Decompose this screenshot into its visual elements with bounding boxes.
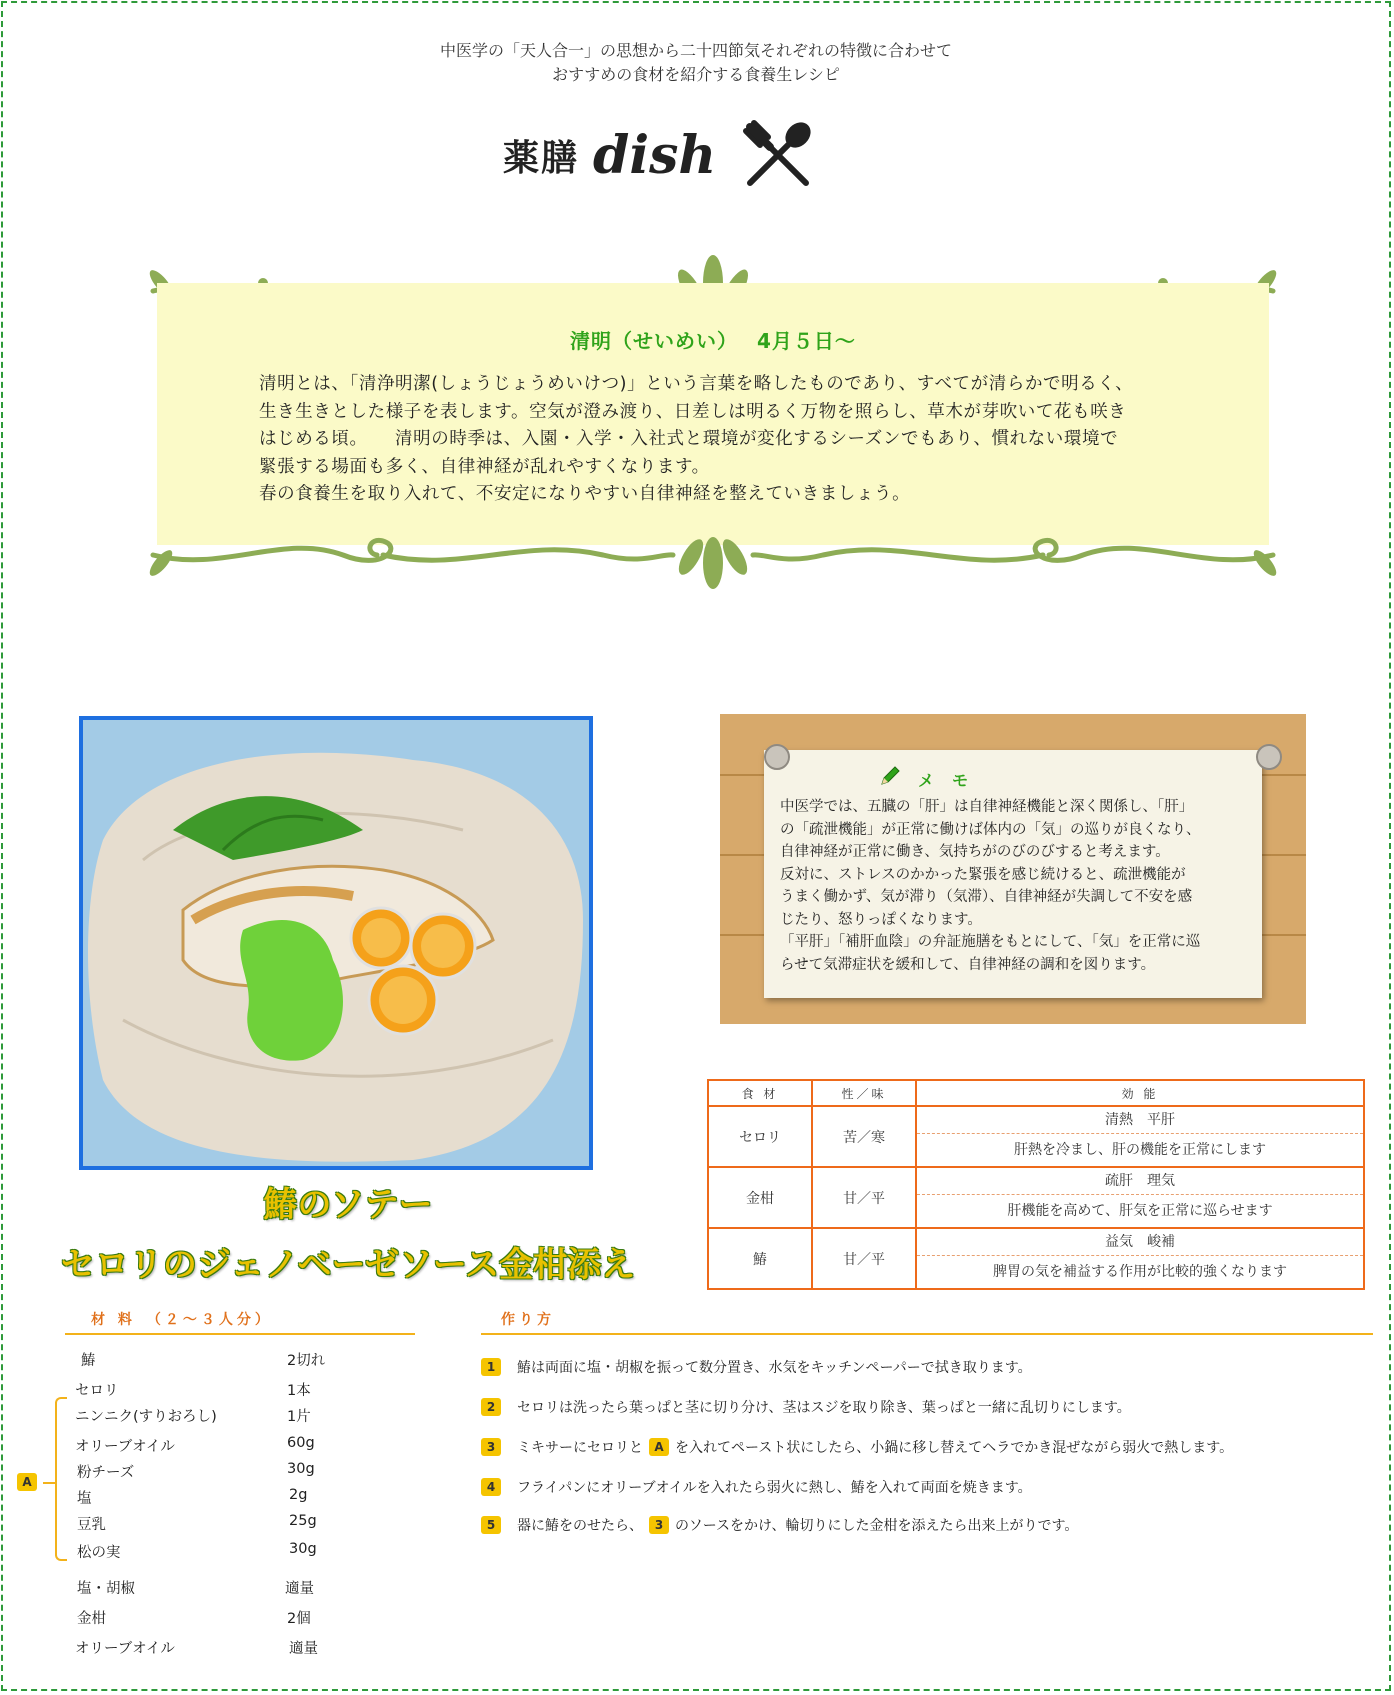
ingredient-name: オリーブオイル [75,1641,175,1657]
food-cell: セロリ [708,1106,812,1167]
season-description [259,371,1179,509]
memo-line: 自律神経が正常に働き、気持ちがのびのびすると考えます。 [780,844,1170,860]
nature-cell: 甘／平 [812,1228,916,1289]
season-line: 緊張する場面も多く、自律神経が乱れやすくなります。 [259,456,710,477]
effect-cell [916,1167,1364,1228]
dish-illustration [83,720,589,1166]
method-step [481,1357,1032,1377]
memo-line: 反対に、ストレスのかかった緊張を感じ続けると、疏泄機能が [780,866,1186,883]
step-number: 1 [481,1358,501,1376]
table-header: 効 能 [916,1080,1364,1106]
effect-desc: 肝熱を冷まし、肝の機能を正常にします [1014,1142,1266,1158]
effect-name: 益気 峻補 [917,1229,1363,1256]
season-title: 清明（せいめい） 4月５日～ [570,329,856,353]
food-cell: 金柑 [708,1167,812,1228]
ingredient-name: 粉チーズ [77,1465,135,1481]
memo-line: の「疏泄機能」が正常に働けば体内の「気」の巡りが良くなり、 [780,821,1201,838]
effect-desc: 脾胃の気を補益する作用が比較的強くなります [993,1264,1287,1280]
table-header: 食 材 [708,1080,812,1106]
pin-icon [1256,744,1282,770]
ingredient-name: 鰆 [81,1353,96,1369]
effect-name: 清熱 平肝 [917,1107,1363,1134]
memo-line: 「平肝」「補肝血陰」の弁証施膳をもとにして、「気」を正常に巡 [780,934,1201,950]
dish-title [3,1175,693,1295]
step-number: 2 [481,1398,501,1416]
ingredient-properties-table [707,1079,1365,1290]
effect-cell [916,1228,1364,1289]
group-bracket [55,1397,67,1561]
method-step [481,1477,1032,1497]
ingredient-qty: 30g [289,1541,317,1557]
memo-board [720,714,1306,1024]
nature-cell: 苦／寒 [812,1106,916,1167]
intro-line-2: おすすめの食材を紹介する食養生レシピ [552,65,840,84]
ingredient-name: セロリ [75,1383,119,1399]
memo-line: うまく働かず、気が滞り（気滞）、自律神経が失調して不安を感 [780,889,1193,905]
memo-title: メモ [918,771,987,790]
dish-title-line-1: 鰆のソテー [263,1185,433,1225]
memo-line: らせて気滞症状を緩和して、自律神経の調和を図ります。 [780,956,1156,973]
ingredient-name: 松の実 [77,1545,121,1561]
intro-text [3,39,1389,87]
table-row [708,1106,1364,1167]
table-header: 性／味 [812,1080,916,1106]
ingredient-qty: 適量 [285,1581,314,1597]
step-text-part: を入れてペースト状にしたら、小鍋に移し替えてヘラでかき混ぜながら弱火で熱します。 [675,1440,1234,1456]
ingredient-name: 塩 [77,1491,92,1507]
effect-name: 疏肝 理気 [917,1168,1363,1195]
method-underline [481,1333,1373,1335]
page [1,1,1391,1691]
memo-text [780,796,1250,976]
logo [503,115,816,195]
nature-cell: 甘／平 [812,1167,916,1228]
ingredients-underline [65,1333,415,1335]
step-number: 3 [481,1438,501,1456]
ingredient-name: 金柑 [77,1611,106,1627]
step-number: 4 [481,1478,501,1496]
season-line: 生き生きとした様子を表します。空気が澄み渡り、日差しは明るく万物を照らし、草木が芽吹いて花も咲き [259,401,1127,422]
ingredient-name: ニンニク(すりおろし) [75,1409,217,1425]
memo-line: じたり、怒りっぽくなります。 [780,911,982,928]
ingredient-qty: 1本 [287,1383,311,1399]
ingredient-qty: 25g [289,1513,317,1529]
pin-icon [764,744,790,770]
step-text: セロリは洗ったら葉っぱと茎に切り分け、茎はスジを取り除き、葉っぱと一緒に乱切りにします。 [517,1400,1131,1416]
logo-en: dish [593,124,717,186]
ingredients-heading: 材 料 （２～３人分） [91,1312,273,1328]
season-line: はじめる頃。 清明の時季は、入園・入学・入社式と環境が変化するシーズンでもあり、慣れない環境で [259,429,1119,449]
ingredient-name: 塩・胡椒 [77,1581,135,1597]
dish-title-line-2: セロリのジェノベーゼソース金柑添え [60,1245,636,1285]
method-step [481,1437,1233,1457]
ingredient-qty: 30g [287,1461,315,1477]
method-step [481,1515,1078,1535]
bottom-flourish [143,523,1283,593]
memo-line: 中医学では、五臓の「肝」は自律神経機能と深く関係し、「肝」 [780,799,1194,815]
intro-line-1: 中医学の「天人合一」の思想から二十四節気それぞれの特徴に合わせて [439,41,952,60]
food-cell: 鰆 [708,1228,812,1289]
step-text-part: のソースをかけ、輪切りにした金柑を添えたら出来上がりです。 [675,1518,1079,1534]
step-text-part: 器に鰆をのせたら、 [517,1518,643,1534]
table-row [708,1228,1364,1289]
effect-desc: 肝機能を高めて、肝気を正常に巡らせます [1007,1203,1273,1219]
season-line: 清明とは、「清浄明潔(しょうじょうめいけつ)」という言葉を略したものであり、すべてが清らかで明るく、 [259,374,1134,394]
dish-photo [79,716,593,1170]
effect-cell [916,1106,1364,1167]
step-number: 5 [481,1516,501,1534]
table-header-row [708,1080,1364,1106]
method-step [481,1397,1131,1417]
ingredient-name: オリーブオイル [75,1439,175,1455]
step-text-part: ミキサーにセロリと [517,1440,643,1456]
step-text [517,1437,1233,1457]
ingredient-qty: 2g [289,1487,308,1503]
pencil-icon [878,764,902,788]
ingredient-qty: 1片 [287,1409,311,1425]
ingredient-qty: 2個 [287,1611,311,1627]
table-row [708,1167,1364,1228]
season-panel [143,253,1283,593]
step-reference-badge: 3 [649,1516,669,1534]
method-heading: 作り方 [501,1312,555,1328]
group-bracket-tick [43,1482,55,1484]
season-line: 春の食養生を取り入れて、不安定になりやすい自律神経を整えていきましょう。 [259,484,911,504]
fork-spoon-icon [740,117,816,193]
step-reference-badge: A [649,1438,669,1456]
logo-jp: 薬膳 [503,137,580,179]
step-text: 鰆は両面に塩・胡椒を振って数分置き、水気をキッチンペーパーで拭き取ります。 [517,1360,1032,1376]
step-text [517,1515,1078,1535]
ingredient-qty: 60g [287,1435,315,1451]
group-a-badge: A [17,1473,37,1491]
ingredient-qty: 2切れ [287,1353,326,1369]
ingredient-qty: 適量 [289,1641,318,1657]
ingredient-name: 豆乳 [77,1517,106,1533]
step-text: フライパンにオリーブオイルを入れたら弱火に熱し、鰆を入れて両面を焼きます。 [517,1480,1032,1496]
